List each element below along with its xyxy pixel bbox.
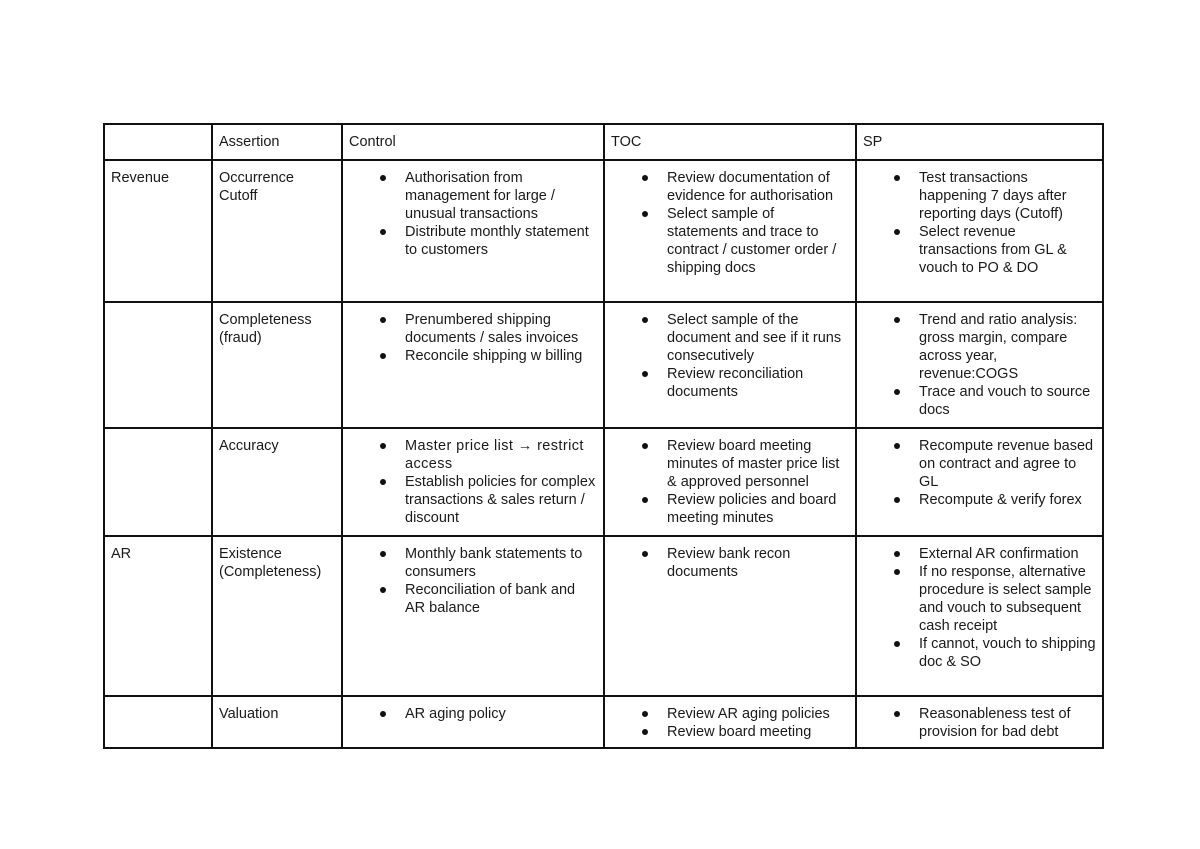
table-row (104, 160, 1103, 302)
toc-cell (604, 536, 856, 696)
assertion-line: Existence (219, 546, 282, 562)
assertion-line: Valuation (219, 706, 279, 722)
toc-cell (604, 696, 856, 748)
account-cell: AR (104, 536, 212, 696)
list-item: Establish policies for complex transactions & sales return / discount (405, 474, 596, 526)
audit-table (103, 123, 1104, 749)
header-cell: Assertion (212, 124, 342, 160)
account-cell: Revenue (104, 160, 212, 302)
table-row (104, 302, 1103, 428)
list-item: Reconcile shipping w billing (405, 347, 597, 365)
assertion-cell (212, 696, 342, 748)
assertion-line: Accuracy (219, 438, 279, 454)
list-item: Review board meeting minutes of master price list & approved personnel (667, 437, 849, 491)
control-cell (342, 696, 604, 748)
sp-cell (856, 696, 1103, 748)
control-cell (342, 302, 604, 428)
list-item: Distribute monthly statement to customers (405, 223, 597, 259)
toc-cell (604, 160, 856, 302)
assertion-cell (212, 428, 342, 536)
control-cell (342, 428, 604, 536)
toc-cell (604, 302, 856, 428)
account-cell (104, 696, 212, 748)
list-item: AR aging policy (405, 705, 597, 723)
assertion-line: Completeness (219, 312, 312, 328)
control-cell (342, 536, 604, 696)
list-item: Recompute revenue based on contract and agree to GL (919, 437, 1096, 491)
account-cell (104, 428, 212, 536)
header-cell: SP (856, 124, 1103, 160)
list-item: Review bank recon documents (667, 545, 849, 581)
list-item: Select sample of statements and trace to contract / customer order / shipping docs (667, 205, 849, 277)
sp-cell (856, 302, 1103, 428)
list-item: Trend and ratio analysis: gross margin, compare across year, revenue:COGS (919, 311, 1096, 383)
assertion-line: Cutoff (219, 188, 258, 204)
assertion-line: (Completeness) (219, 564, 322, 580)
list-item: Monthly bank statements to consumers (405, 545, 597, 581)
header-cell (104, 124, 212, 160)
list-item: Authorisation from management for large / unusual transactions (405, 169, 597, 223)
table-row (104, 696, 1103, 748)
list-item: Review reconciliation documents (667, 365, 849, 401)
account-cell (104, 302, 212, 428)
table-row (104, 428, 1103, 536)
list-item: Select sample of the document and see if it runs consecutively (667, 311, 849, 365)
list-item: Review documentation of evidence for authorisation (667, 169, 849, 205)
list-item: Recompute & verify forex (919, 491, 1096, 509)
assertion-cell (212, 160, 342, 302)
assertion-cell (212, 302, 342, 428)
list-item: Test transactions happening 7 days after reporting days (Cutoff) (919, 169, 1096, 223)
assertion-cell (212, 536, 342, 696)
header-cell: TOC (604, 124, 856, 160)
list-item: Master price list → restrict access (405, 437, 597, 473)
list-item: Trace and vouch to source docs (919, 383, 1096, 419)
list-item: External AR confirmation (919, 545, 1096, 563)
header-row (104, 124, 1103, 160)
sp-cell (856, 160, 1103, 302)
table-row (104, 536, 1103, 696)
assertion-line: (fraud) (219, 330, 262, 346)
list-item: Select revenue transactions from GL & vouch to PO & DO (919, 223, 1096, 277)
assertion-line: Occurrence (219, 170, 294, 186)
list-item: Review board meeting (667, 723, 849, 741)
sp-cell (856, 536, 1103, 696)
list-item: If no response, alternative procedure is select sample and vouch to subsequent cash receipt (919, 563, 1096, 635)
sp-cell (856, 428, 1103, 536)
list-item: Reasonableness test of provision for bad debt (919, 705, 1096, 741)
list-item: Prenumbered shipping documents / sales invoices (405, 311, 597, 347)
list-item: If cannot, vouch to shipping doc & SO (919, 636, 1096, 670)
list-item: Review policies and board meeting minutes (667, 491, 849, 527)
list-item: Reconciliation of bank and AR balance (405, 581, 597, 617)
control-cell (342, 160, 604, 302)
list-item: Review AR aging policies (667, 705, 849, 723)
toc-cell (604, 428, 856, 536)
header-cell: Control (342, 124, 604, 160)
